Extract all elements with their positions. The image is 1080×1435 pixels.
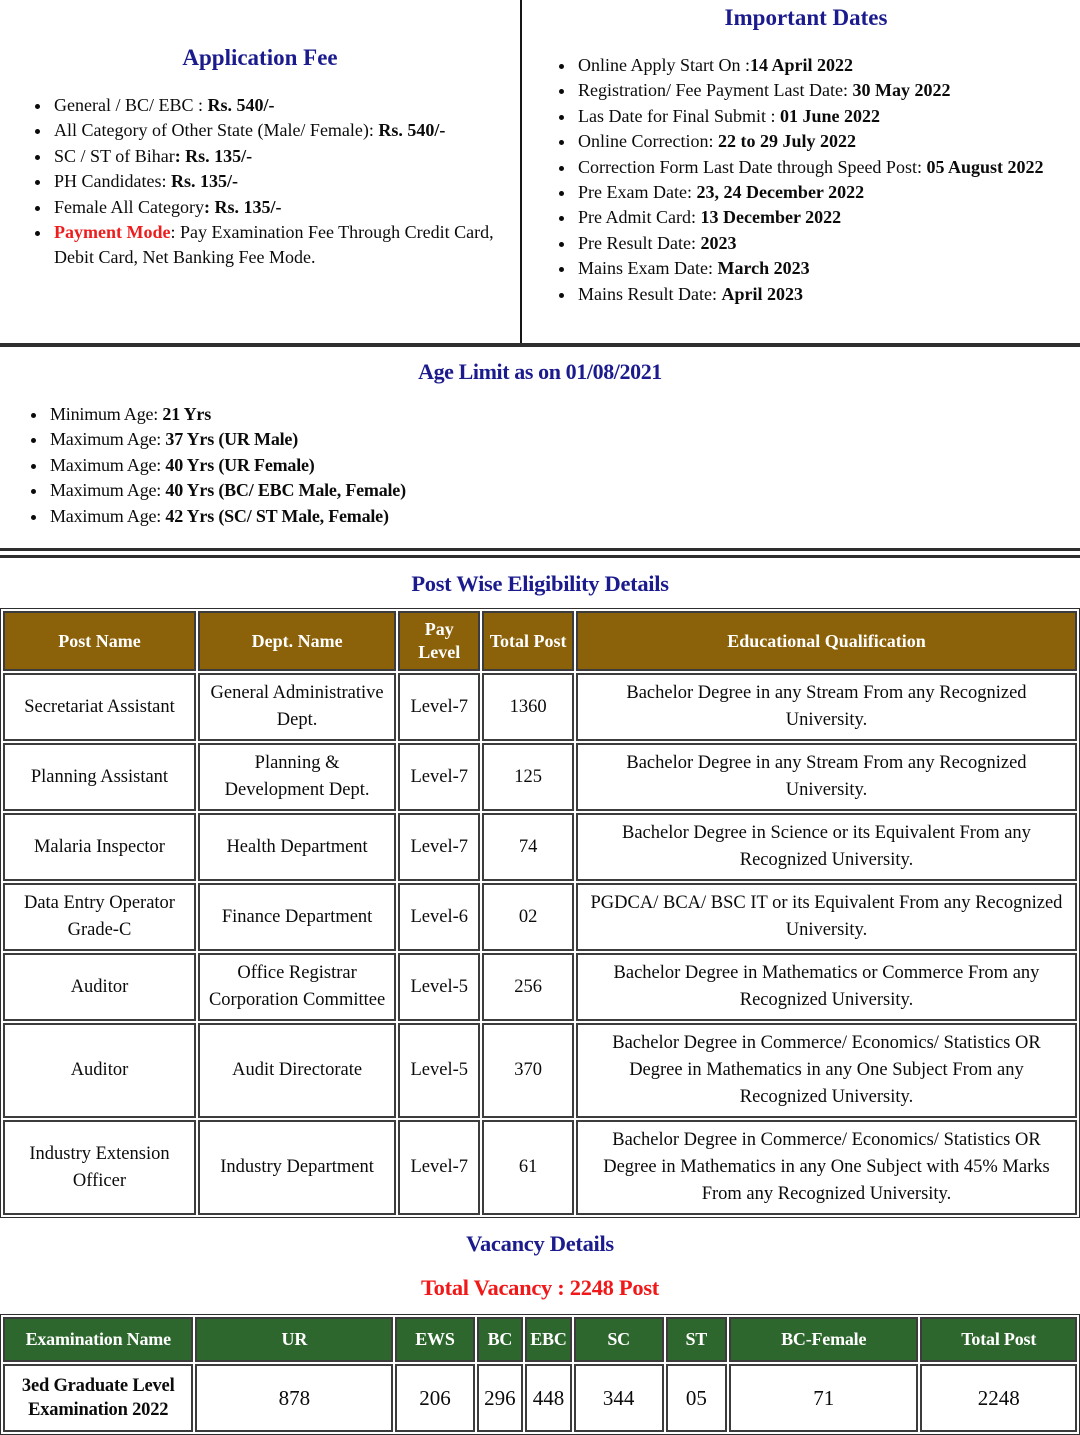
age-item: • Maximum Age: 40 Yrs (BC/ EBC Male, Female) [48, 478, 1080, 503]
date-item: • Pre Exam Date: 23, 24 December 2022 [576, 180, 1062, 205]
eligibility-title: Post Wise Eligibility Details [411, 571, 669, 597]
col-total-post: Total Post [920, 1317, 1077, 1362]
fee-item: • SC / ST of Bihar: Rs. 135/- [52, 144, 494, 169]
age-limit-title: Age Limit as on 01/08/2021 [418, 359, 662, 384]
table-row: Auditor Office Registrar Corporation Committee Level-5 256 Bachelor Degree in Mathematics or Commerce From any Recognized University. [3, 953, 1077, 1021]
col-ews: EWS [395, 1317, 474, 1362]
col-pay-level: Pay Level [398, 611, 480, 671]
col-educational-qualification: Educational Qualification [576, 611, 1077, 671]
top-section [0, 0, 1080, 347]
important-dates-title: Important Dates [724, 5, 888, 30]
table-row: Industry Extension Officer Industry Department Level-7 61 Bachelor Degree in Commerce/ Economics/ Statistics OR Degree in Mathematics in any One Subject with 45% Marks From any Recognized University. [3, 1120, 1077, 1215]
eligibility-table [0, 608, 1080, 1218]
important-dates-list [550, 53, 1062, 307]
age-limit-section [0, 347, 1080, 529]
date-item: • Pre Admit Card: 13 December 2022 [576, 205, 1062, 230]
date-item: • Mains Result Date: April 2023 [576, 282, 1062, 307]
col-examination-name: Examination Name [3, 1317, 193, 1362]
eligibility-header-row [3, 611, 1077, 671]
application-fee-section [0, 0, 522, 343]
date-item: • Pre Result Date: 2023 [576, 231, 1062, 256]
age-item: • Maximum Age: 42 Yrs (SC/ ST Male, Female) [48, 504, 1080, 529]
fee-item: • Female All Category: Rs. 135/- [52, 195, 494, 220]
table-row: Data Entry Operator Grade-C Finance Department Level-6 02 PGDCA/ BCA/ BSC IT or its Equivalent From any Recognized University. [3, 883, 1077, 951]
date-item: • Registration/ Fee Payment Last Date: 30 May 2022 [576, 78, 1062, 103]
col-st: ST [666, 1317, 727, 1362]
vacancy-table [0, 1314, 1080, 1435]
vacancy-data-row: 3ed Graduate Level Examination 2022 878 206 296 448 344 05 71 2248 [3, 1364, 1077, 1432]
application-fee-list [26, 93, 494, 271]
col-ur: UR [195, 1317, 393, 1362]
col-post-name: Post Name [3, 611, 196, 671]
fee-item: • PH Candidates: Rs. 135/- [52, 169, 494, 194]
date-item: • Correction Form Last Date through Speed Post: 05 August 2022 [576, 155, 1062, 180]
vacancy-title: Vacancy Details [466, 1231, 614, 1257]
total-vacancy-line: Total Vacancy : 2248 Post [421, 1275, 659, 1301]
col-total-post: Total Post [482, 611, 574, 671]
col-dept-name: Dept. Name [198, 611, 396, 671]
date-item: • Mains Exam Date: March 2023 [576, 256, 1062, 281]
application-fee-title: Application Fee [182, 45, 338, 70]
age-limit-list [0, 402, 1080, 529]
vacancy-header-row [3, 1317, 1077, 1362]
date-item: • Online Apply Start On :14 April 2022 [576, 53, 1062, 78]
fee-item: • All Category of Other State (Male/ Female): Rs. 540/- [52, 118, 494, 143]
fee-item: • General / BC/ EBC : Rs. 540/- [52, 93, 494, 118]
important-dates-section [522, 0, 1080, 343]
table-row: Secretariat Assistant General Administrative Dept. Level-7 1360 Bachelor Degree in any Stream From any Recognized University. [3, 673, 1077, 741]
age-item: • Maximum Age: 37 Yrs (UR Male) [48, 427, 1080, 452]
table-row: Planning Assistant Planning & Development Dept. Level-7 125 Bachelor Degree in any Stream From any Recognized University. [3, 743, 1077, 811]
col-bc: BC [477, 1317, 524, 1362]
col-ebc: EBC [525, 1317, 572, 1362]
table-row: Auditor Audit Directorate Level-5 370 Bachelor Degree in Commerce/ Economics/ Statistics OR Degree in Mathematics in any One Subject From any Recognized University. [3, 1023, 1077, 1118]
col-bc-female: BC-Female [729, 1317, 918, 1362]
col-sc: SC [574, 1317, 664, 1362]
exam-name-cell: 3ed Graduate Level Examination 2022 [3, 1364, 193, 1432]
table-row: Malaria Inspector Health Department Level-7 74 Bachelor Degree in Science or its Equivalent From any Recognized University. [3, 813, 1077, 881]
age-item: • Minimum Age: 21 Yrs [48, 402, 1080, 427]
date-item: • Online Correction: 22 to 29 July 2022 [576, 129, 1062, 154]
section-divider [0, 548, 1080, 558]
date-item: • Las Date for Final Submit : 01 June 2022 [576, 104, 1062, 129]
fee-item-payment-mode: • Payment Mode: Pay Examination Fee Through Credit Card, Debit Card, Net Banking Fee Mode. [52, 220, 494, 271]
age-item: • Maximum Age: 40 Yrs (UR Female) [48, 453, 1080, 478]
